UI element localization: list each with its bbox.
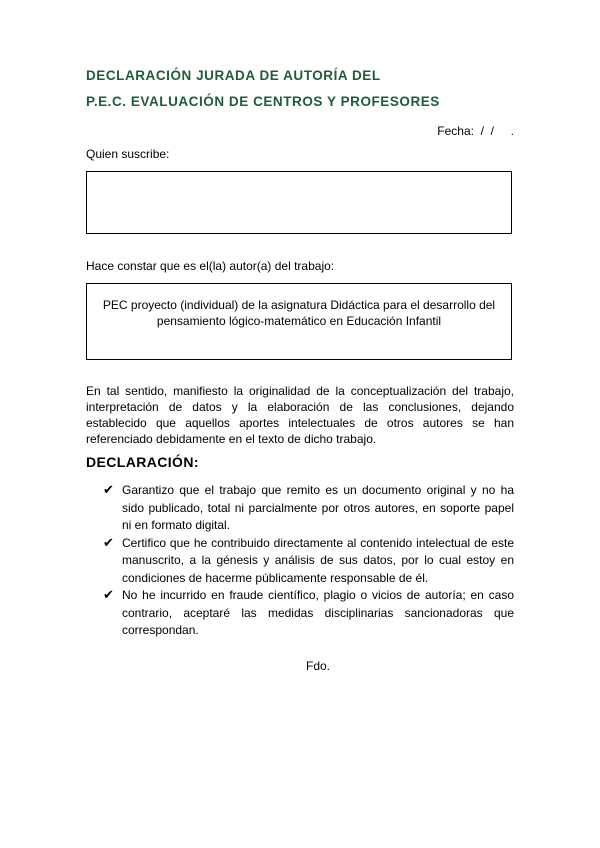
declaration-item (103, 535, 514, 588)
declaration-item-text: No he incurrido en fraude científico, plagio o vicios de autoría; en caso contrario, aceptaré las medidas disciplinarias sancionadoras que correspondan. (122, 588, 514, 637)
declaration-item-text: Certifico que he contribuido directamente al contenido intelectual de este manuscrito, a la génesis y análisis de sus datos, por lo cual estoy en condiciones de hacerme públicamente responsable de él. (122, 535, 514, 585)
declaration-item (103, 482, 514, 535)
declaration-heading: DECLARACIÓN: (86, 454, 199, 470)
originality-statement: En tal sentido, manifiesto la originalidad de la conceptualización del trabajo, interpretación de datos y la elaboración de las conclusiones, dejando establecido que aquellos aportes intelectuales de otros autores se han referenciado debidamente en el texto de dicho trabajo. (86, 384, 514, 446)
work-title-text: PEC proyecto (individual) de la asignatura Didáctica para el desarrollo del pensamiento lógico-matemático en Educación Infantil (102, 298, 496, 328)
date-field: Fecha: / / . (437, 124, 514, 138)
declaration-item (103, 587, 514, 640)
declaration-item-text: Garantizo que el trabajo que remito es un documento original y no ha sido publicado, total ni parcialmente por otros autores, en soporte papel ni en formato digital. (122, 483, 514, 532)
declaration-list (103, 482, 514, 640)
author-label: Quien suscribe: (86, 147, 170, 161)
check-mark-icon: ✔ (103, 483, 114, 498)
check-mark-icon: ✔ (103, 588, 114, 603)
work-title-box (86, 283, 512, 360)
check-mark-icon: ✔ (103, 535, 114, 551)
signature-label: Fdo. (306, 659, 331, 673)
document-title-line-1: DECLARACIÓN JURADA DE AUTORÍA DEL (86, 68, 381, 83)
document-title-line-2: P.E.C. EVALUACIÓN DE CENTROS Y PROFESORES (86, 94, 440, 109)
author-name-box (86, 171, 512, 234)
work-label: Hace constar que es el(la) autor(a) del trabajo: (86, 259, 335, 273)
